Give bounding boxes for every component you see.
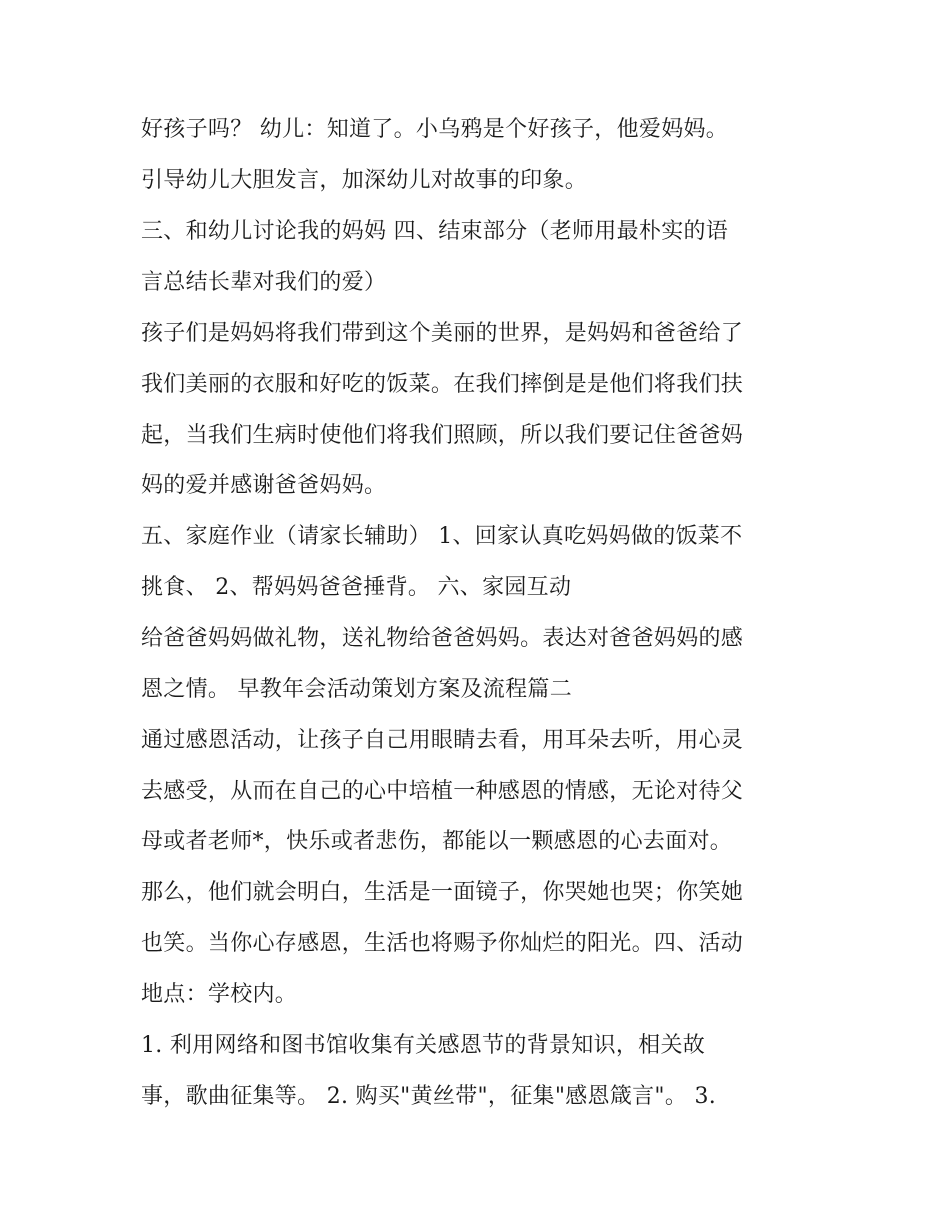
text-line: 三、和幼儿讨论我的妈妈 四、结束部分（老师用最朴实的语 <box>141 219 729 244</box>
text-line: 1. 利用网络和图书馆收集有关感恩节的背景知识，相关故 <box>141 1033 706 1058</box>
text-line: 也笑。当你心存感恩，生活也将赐予你灿烂的阳光。四、活动 <box>141 931 744 956</box>
text-line: 我们美丽的衣服和好吃的饭菜。在我们摔倒是是他们将我们扶 <box>141 372 744 397</box>
text-line: 地点：学校内。 <box>141 982 298 1007</box>
text-line: 言总结长辈对我们的爱） <box>141 270 387 295</box>
text-line: 恩之情。 早教年会活动策划方案及流程篇二 <box>141 677 572 702</box>
text-line: 通过感恩活动，让孩子自己用眼睛去看，用耳朵去听，用心灵 <box>141 728 744 753</box>
text-line: 引导幼儿大胆发言，加深幼儿对故事的印象。 <box>141 168 588 193</box>
text-line: 事，歌曲征集等。 2. 购买"黄丝带"，征集"感恩箴言"。 3. <box>141 1084 717 1109</box>
text-line: 母或者老师*，快乐或者悲伤，都能以一颗感恩的心去面对。 <box>141 829 733 854</box>
text-line: 孩子们是妈妈将我们带到这个美丽的世界，是妈妈和爸爸给了 <box>141 321 744 346</box>
text-line: 给爸爸妈妈做礼物，送礼物给爸爸妈妈。表达对爸爸妈妈的感 <box>141 626 744 651</box>
text-line: 好孩子吗？ 幼儿：知道了。小乌鸦是个好孩子，他爱妈妈。 <box>141 117 729 142</box>
text-line: 五、家庭作业（请家长辅助） 1、回家认真吃妈妈做的饭菜不 <box>141 524 743 549</box>
text-line: 起，当我们生病时使他们将我们照顾，所以我们要记住爸爸妈 <box>141 423 744 448</box>
text-line: 那么，他们就会明白，生活是一面镜子，你哭她也哭；你笑她 <box>141 880 744 905</box>
text-line: 去感受，从而在自己的心中培植一种感恩的情感，无论对待父 <box>141 779 744 804</box>
text-line: 挑食、 2、帮妈妈爸爸捶背。 六、家园互动 <box>141 575 572 600</box>
text-line: 妈的爱并感谢爸爸妈妈。 <box>141 473 387 498</box>
